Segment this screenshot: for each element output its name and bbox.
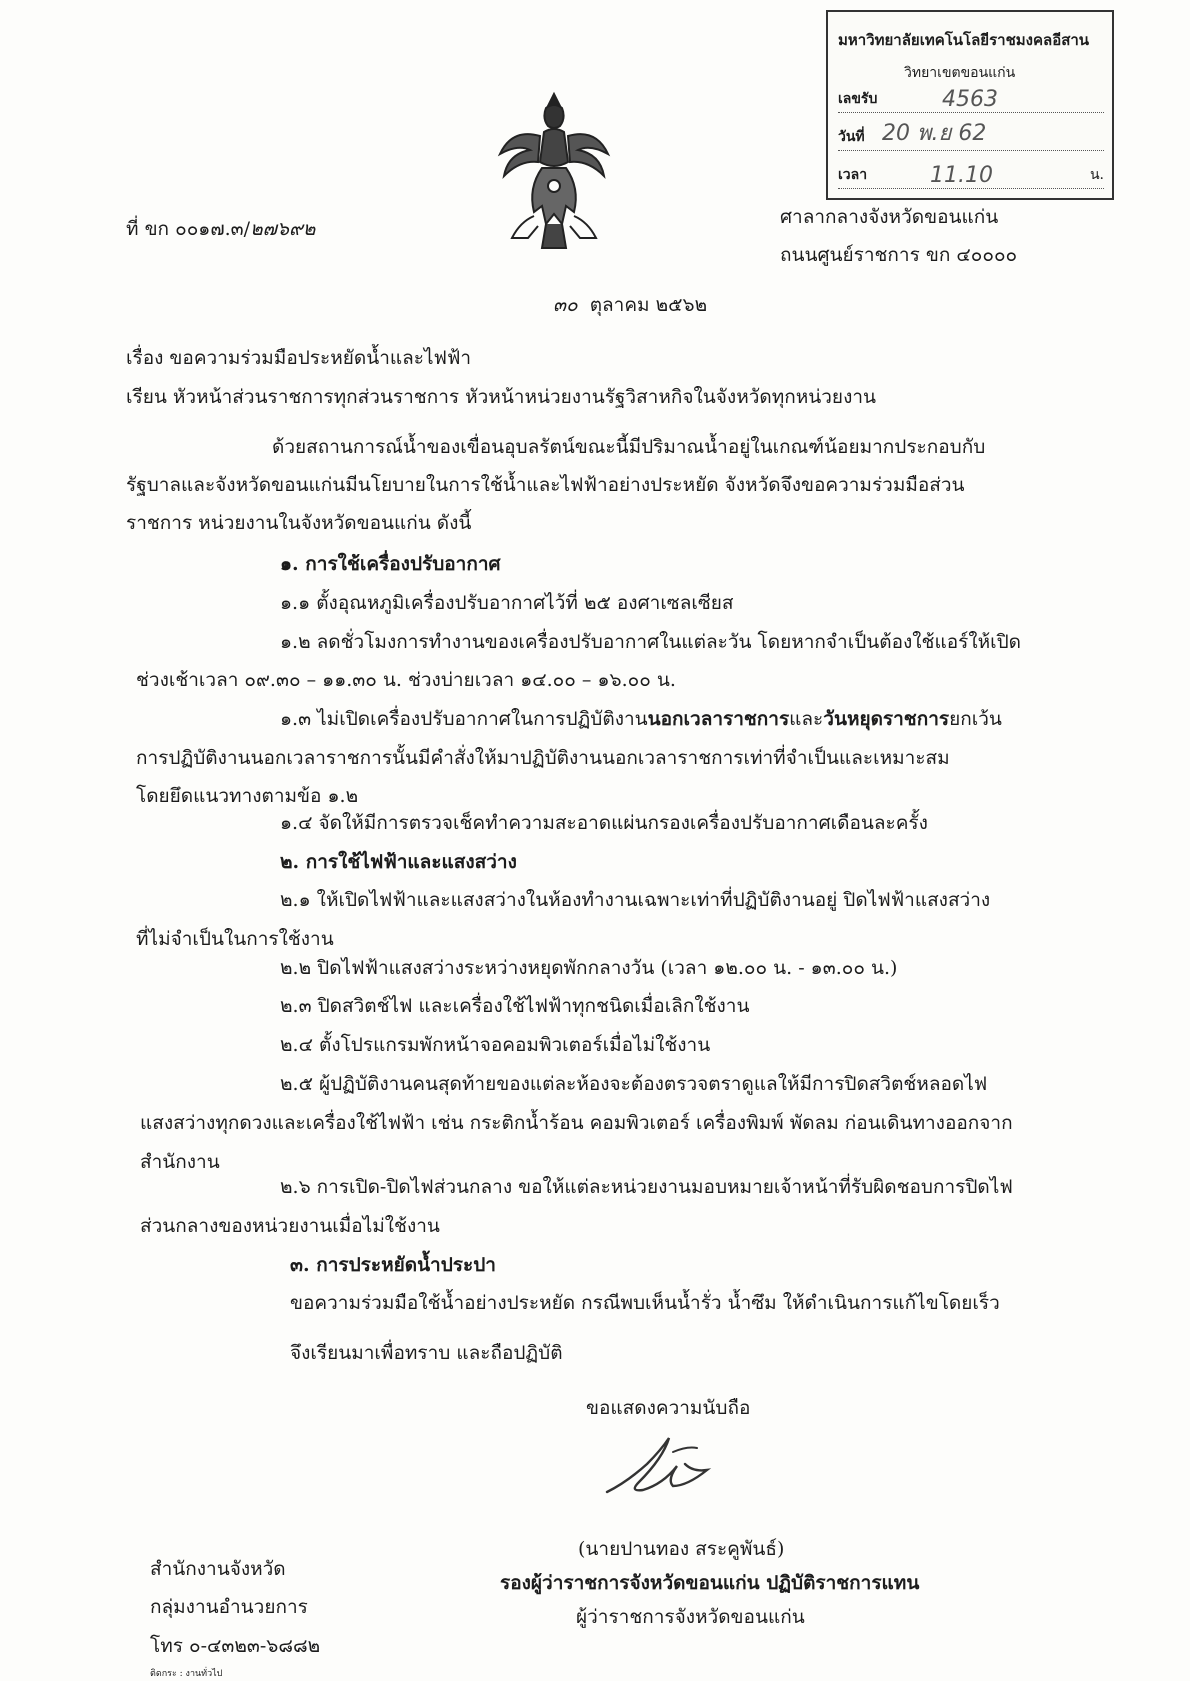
- footer-office: สำนักงานจังหวัด: [150, 1558, 286, 1580]
- recipient: เรียน หัวหน้าส่วนราชการทุกส่วนราชการ หัวหน้าหน่วยงานรัฐวิสาหกิจในจังหวัดทุกหน่วยงาน: [126, 386, 876, 408]
- section-1-heading: ๑. การใช้เครื่องปรับอากาศ: [280, 553, 501, 575]
- signatory-position-1: รองผู้ว่าราชการจังหวัดขอนแก่น ปฏิบัติราชการแทน: [500, 1572, 920, 1594]
- stamp-receive-label: เลขรับ: [838, 91, 878, 107]
- stamp-receive-row: [838, 86, 1104, 113]
- footer-division: กลุ่มงานอำนวยการ: [150, 1596, 308, 1618]
- stamp-institution: มหาวิทยาลัยเทคโนโลยีราชมงคลอีสาน: [838, 31, 1090, 49]
- intro-line-3: ราชการ หน่วยงานในจังหวัดขอนแก่น ดังนี้: [126, 512, 472, 534]
- garuda-emblem-icon: [494, 88, 614, 258]
- footer-note: ติดกระ : งานทั่วไป: [150, 1669, 223, 1679]
- stamp-campus: วิทยาเขตขอนแก่น: [904, 65, 1016, 81]
- item-2-1-line-2: ที่ไม่จำเป็นในการใช้งาน: [136, 928, 334, 950]
- item-2-3: ๒.๓ ปิดสวิตช์ไฟ และเครื่องใช้ไฟฟ้าทุกชนิดเมื่อเลิกใช้งาน: [280, 995, 750, 1017]
- receipt-stamp: [826, 10, 1114, 200]
- document-number-prefix: ที่ ขก ๐๐๑๗.๓/: [126, 218, 251, 240]
- stamp-time: 11.10: [930, 163, 993, 188]
- letter-date-day: ๓๐: [553, 294, 578, 316]
- signatory-position-2: ผู้ว่าราชการจังหวัดขอนแก่น: [576, 1606, 805, 1628]
- item-1-3-line-1: [280, 706, 1002, 732]
- item-2-5-line-1: ๒.๕ ผู้ปฏิบัติงานคนสุดท้ายของแต่ละห้องจะต้องตรวจตราดูแลให้มีการปิดสวิตช์หลอดไฟ: [280, 1073, 988, 1095]
- item-1-2-line-1: ๑.๒ ลดชั่วโมงการทำงานของเครื่องปรับอากาศในแต่ละวัน โดยหากจำเป็นต้องใช้แอร์ให้เปิด: [280, 631, 1022, 653]
- stamp-date-row: [838, 121, 1104, 151]
- signature-icon: [595, 1430, 735, 1510]
- stamp-date-label: วันที่: [838, 129, 865, 145]
- address-line-2: ถนนศูนย์ราชการ ขก ๔๐๐๐๐: [780, 244, 1018, 266]
- closing-line: จึงเรียนมาเพื่อทราบ และถือปฏิบัติ: [290, 1342, 563, 1364]
- subject: เรื่อง ขอความร่วมมือประหยัดน้ำและไฟฟ้า: [126, 347, 472, 369]
- letter-date: [553, 292, 707, 318]
- item-1-3-and: และ: [789, 708, 824, 730]
- item-1-4: ๑.๔ จัดให้มีการตรวจเช็คทำความสะอาดแผ่นกรองเครื่องปรับอากาศเดือนละครั้ง: [280, 812, 928, 834]
- item-2-6-line-2: ส่วนกลางของหน่วยงานเมื่อไม่ใช้งาน: [140, 1215, 440, 1237]
- stamp-time-row: [838, 162, 1104, 189]
- footer-phone: โทร ๐-๔๓๒๓-๖๘๘๒: [150, 1635, 321, 1657]
- document-number-handwritten: ๒๗๖๙๒: [250, 218, 316, 240]
- section-2-heading: ๒. การใช้ไฟฟ้าและแสงสว่าง: [280, 851, 517, 873]
- document-number: [126, 216, 315, 242]
- stamp-time-unit: น.: [1089, 167, 1104, 183]
- item-2-2: ๒.๒ ปิดไฟฟ้าแสงสว่างระหว่างหยุดพักกลางวัน (เวลา ๑๒.๐๐ น. - ๑๓.๐๐ น.): [280, 957, 898, 979]
- item-2-1-line-1: ๒.๑ ให้เปิดไฟฟ้าและแสงสว่างในห้องทำงานเฉพาะเท่าที่ปฏิบัติงานอยู่ ปิดไฟฟ้าแสงสว่าง: [280, 889, 991, 911]
- intro-line-2: รัฐบาลและจังหวัดขอนแก่นมีนโยบายในการใช้น้ำและไฟฟ้าอย่างประหยัด จังหวัดจึงขอความร่วมมือส่วน: [126, 474, 965, 496]
- item-2-4: ๒.๔ ตั้งโปรแกรมพักหน้าจอคอมพิวเตอร์เมื่อไม่ใช้งาน: [280, 1034, 711, 1056]
- item-1-3-after-hours: นอกเวลาราชการ: [647, 708, 790, 730]
- section-3-heading: ๓. การประหยัดน้ำประปา: [290, 1254, 496, 1276]
- letter-date-month-year: ตุลาคม ๒๕๖๒: [589, 294, 708, 316]
- stamp-date: 20 พ.ย 62: [882, 121, 987, 146]
- item-2-5-line-3: สำนักงาน: [140, 1151, 220, 1173]
- signatory-name: (นายปานทอง สระคูพันธ์): [578, 1538, 785, 1560]
- item-1-3-line-3: โดยยึดแนวทางตามข้อ ๑.๒: [136, 785, 359, 807]
- address-line-1: ศาลากลางจังหวัดขอนแก่น: [780, 206, 999, 228]
- item-1-3-holidays: วันหยุดราชการ: [823, 708, 950, 730]
- item-1-3-line-2: การปฏิบัติงานนอกเวลาราชการนั้นมีคำสั่งให้มาปฏิบัติงานนอกเวลาราชการเท่าที่จำเป็นและเหมาะสม: [136, 747, 950, 769]
- stamp-receive-no: 4563: [942, 87, 998, 112]
- item-2-6-line-1: ๒.๖ การเปิด-ปิดไฟส่วนกลาง ขอให้แต่ละหน่วยงานมอบหมายเจ้าหน้าที่รับผิดชอบการปิดไฟ: [280, 1176, 1013, 1198]
- section-3-text: ขอความร่วมมือใช้น้ำอย่างประหยัด กรณีพบเห็นน้ำรั่ว น้ำซึม ให้ดำเนินการแก้ไขโดยเร็ว: [290, 1292, 1000, 1314]
- item-1-3-text-a: ๑.๓ ไม่เปิดเครื่องปรับอากาศในการปฏิบัติงาน: [280, 708, 648, 730]
- regards: ขอแสดงความนับถือ: [586, 1397, 751, 1419]
- item-1-2-line-2: ช่วงเช้าเวลา ๐๙.๓๐ – ๑๑.๓๐ น. ช่วงบ่ายเวลา ๑๔.๐๐ – ๑๖.๐๐ น.: [136, 669, 676, 691]
- intro-line-1: ด้วยสถานการณ์น้ำของเขื่อนอุบลรัตน์ขณะนี้มีปริมาณน้ำอยู่ในเกณฑ์น้อยมากประกอบกับ: [272, 436, 986, 458]
- stamp-time-label: เวลา: [838, 167, 868, 183]
- item-1-3-except: ยกเว้น: [949, 708, 1002, 730]
- item-1-1: ๑.๑ ตั้งอุณหภูมิเครื่องปรับอากาศไว้ที่ ๒๕ องศาเซลเซียส: [280, 592, 734, 614]
- item-2-5-line-2: แสงสว่างทุกดวงและเครื่องใช้ไฟฟ้า เช่น กระติกน้ำร้อน คอมพิวเตอร์ เครื่องพิมพ์ พัดลม ก่อนเดินทางออกจาก: [140, 1112, 1013, 1134]
